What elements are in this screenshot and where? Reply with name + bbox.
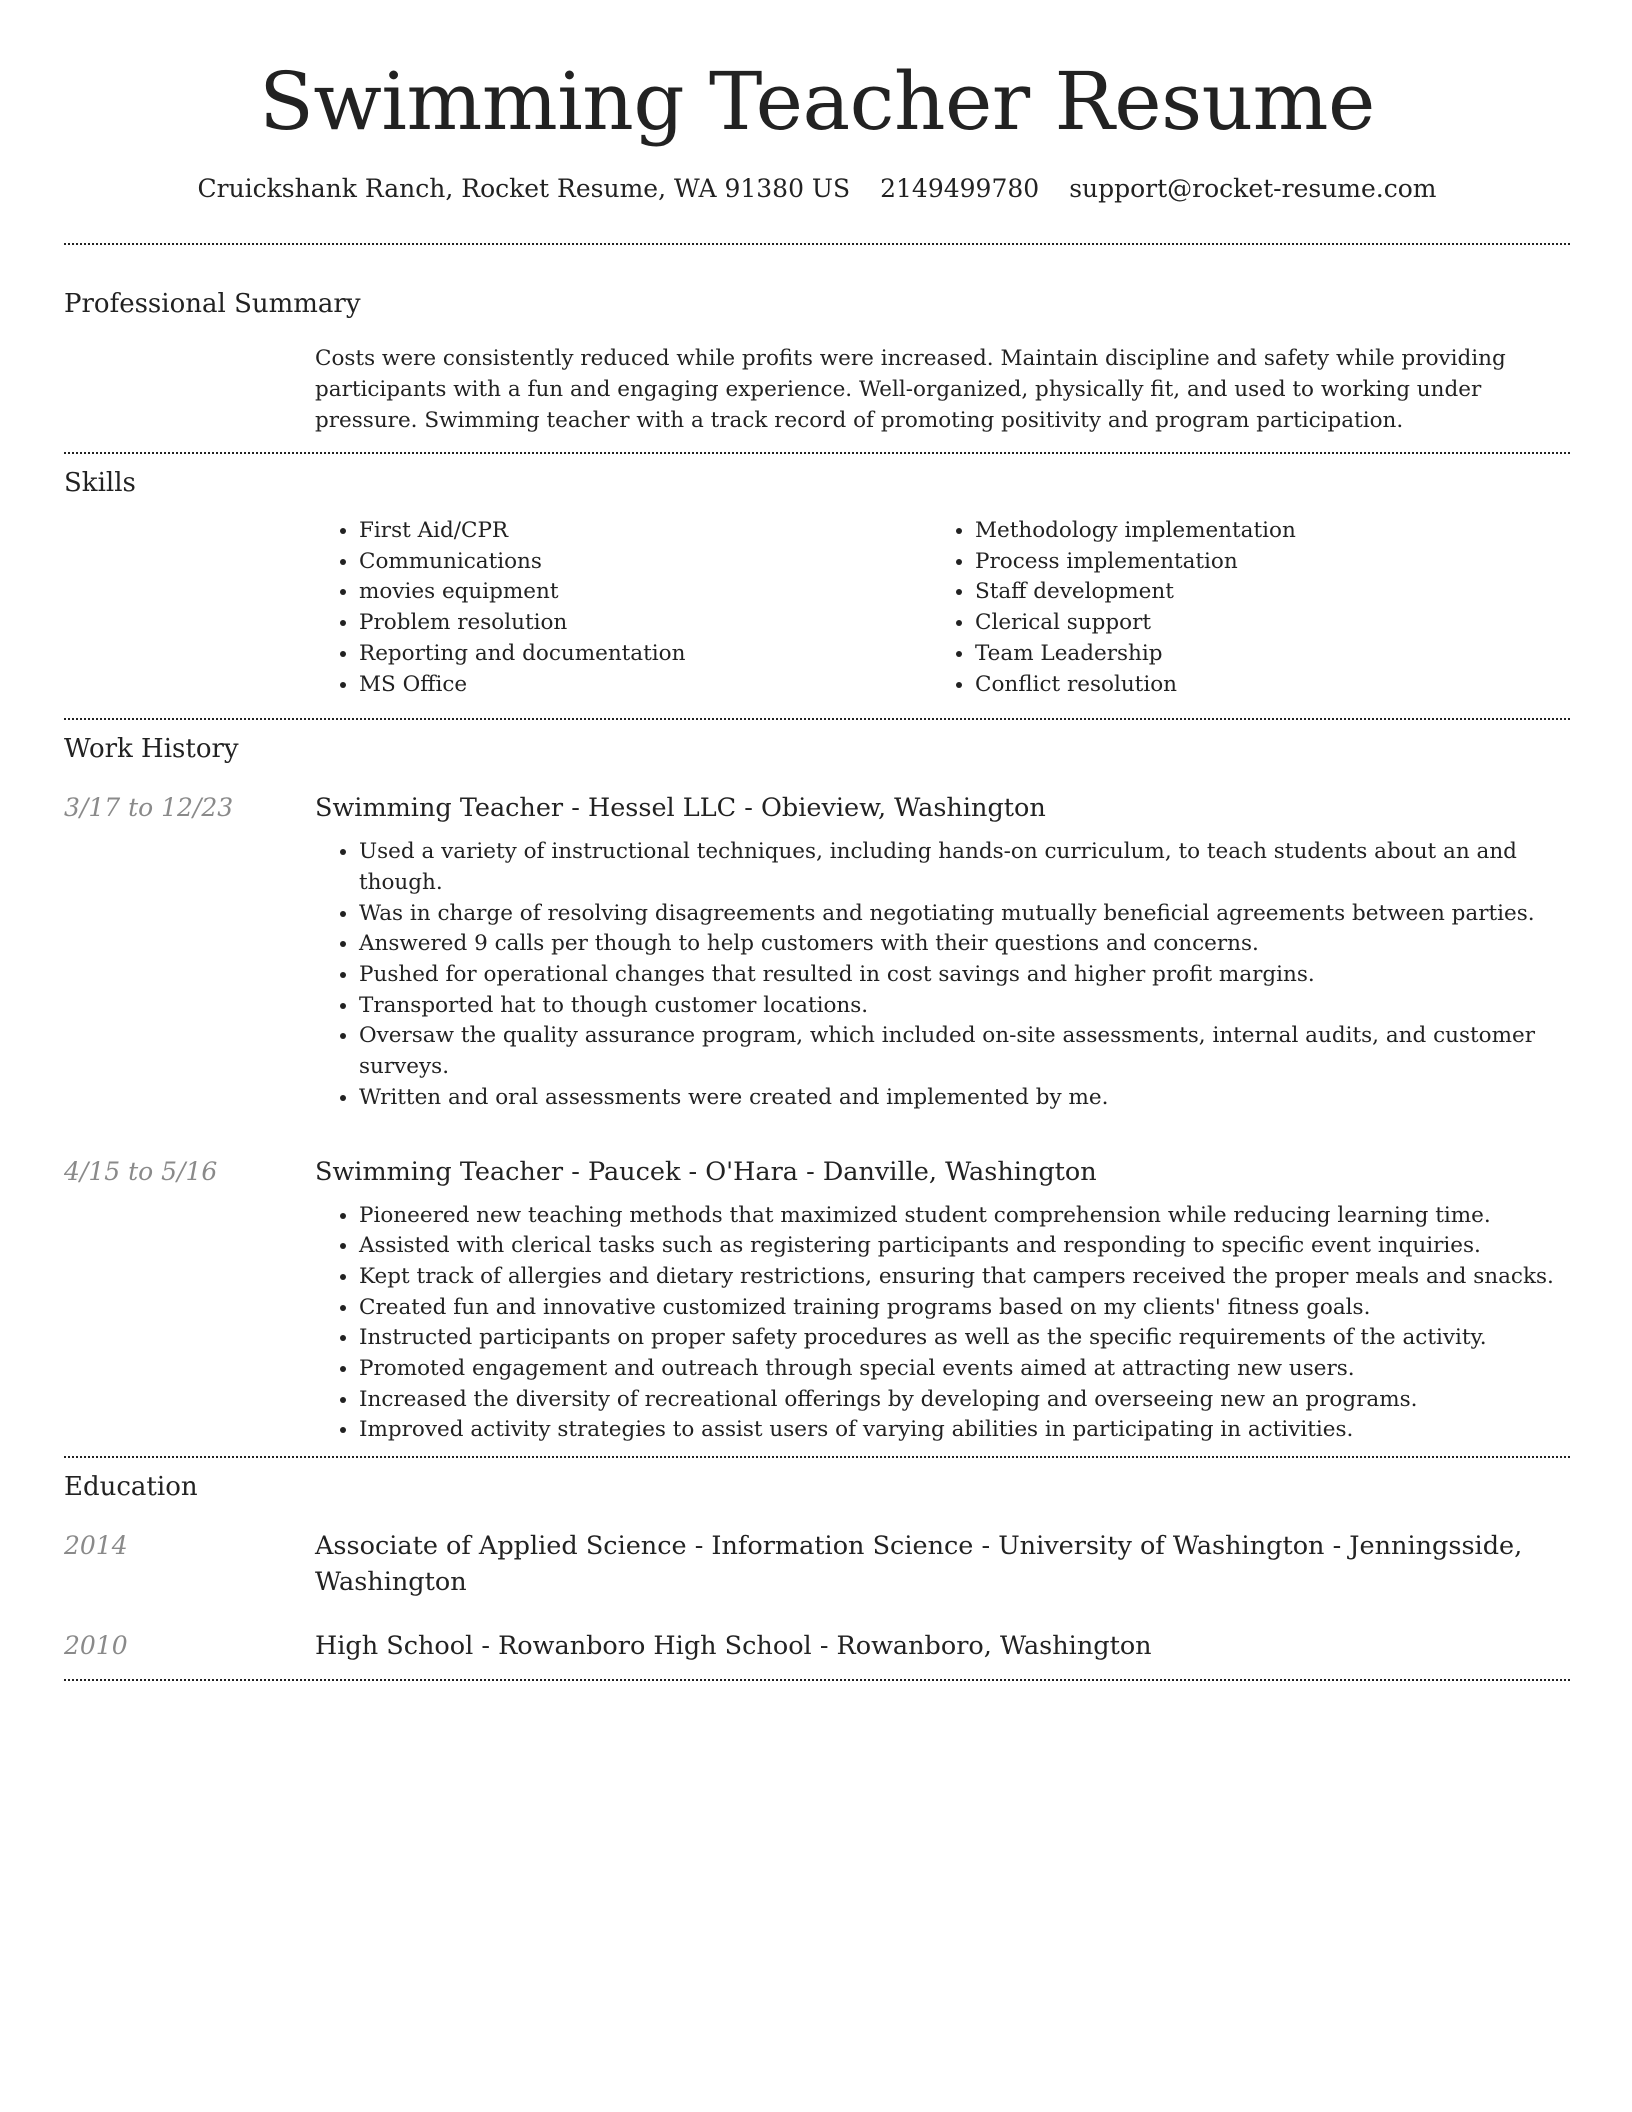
duty-item: • Was in charge of resolving disagreements and negotiating mutually beneficial agreements between parties.	[359, 899, 1570, 930]
job-duties	[315, 837, 1570, 1113]
resume-page	[64, 0, 1570, 1681]
education-details: Associate of Applied Science - Information Science - University of Washington - Jenningsside, Washington	[315, 1531, 1523, 1598]
job-entry	[64, 1154, 1570, 1447]
skills-column-right	[931, 516, 1547, 700]
contact-address: Cruickshank Ranch, Rocket Resume, WA 91380 US	[197, 174, 851, 203]
education-entry	[64, 1528, 1570, 1600]
skills-column-left	[315, 516, 931, 700]
duty-item: • Oversaw the quality assurance program, which included on-site assessments, internal audits, and customer surveys.	[359, 1021, 1570, 1082]
section-divider	[64, 1456, 1570, 1458]
skill-item: • Reporting and documentation	[359, 639, 931, 670]
summary-heading: Professional Summary	[64, 289, 361, 319]
section-divider	[64, 718, 1570, 720]
job-details	[315, 790, 1570, 1113]
job-dates: 3/17 to 12/23	[64, 793, 234, 823]
skills-heading: Skills	[64, 468, 136, 498]
contact-phone: 2149499780	[880, 174, 1040, 203]
skill-item: • Communications	[359, 547, 931, 578]
job-entry	[64, 790, 1570, 1113]
skill-item: • Process implementation	[975, 547, 1547, 578]
education-heading: Education	[64, 1472, 198, 1503]
duty-item: • Promoted engagement and outreach through special events aimed at attracting new users.	[359, 1354, 1570, 1385]
skill-item: • First Aid/CPR	[359, 516, 931, 547]
duty-item: • Kept track of allergies and dietary restrictions, ensuring that campers received the proper meals and snacks.	[359, 1262, 1570, 1293]
skill-item: • MS Office	[359, 670, 931, 701]
duty-item: • Written and oral assessments were created and implemented by me.	[359, 1083, 1570, 1114]
duty-item: • Increased the diversity of recreational offerings by developing and overseeing new an programs.	[359, 1385, 1570, 1416]
job-title: Swimming Teacher - Paucek - O'Hara - Danville, Washington	[315, 1156, 1097, 1187]
skill-item: • movies equipment	[359, 577, 931, 608]
section-divider	[64, 452, 1570, 454]
job-dates: 4/15 to 5/16	[64, 1156, 218, 1186]
job-title: Swimming Teacher - Hessel LLC - Obieview, Washington	[315, 793, 1046, 824]
duty-item: • Assisted with clerical tasks such as registering participants and responding to specific event inquiries.	[359, 1231, 1570, 1262]
duty-item: • Pioneered new teaching methods that maximized student comprehension while reducing learning time.	[359, 1201, 1570, 1232]
duty-item: • Created fun and innovative customized training programs based on my clients' fitness goals.	[359, 1293, 1570, 1324]
skill-item: • Conflict resolution	[975, 670, 1547, 701]
duty-item: • Pushed for operational changes that resulted in cost savings and higher profit margins.	[359, 960, 1570, 991]
education-year: 2010	[64, 1631, 128, 1661]
duty-item: • Used a variety of instructional techniques, including hands-on curriculum, to teach students about an and though.	[359, 837, 1570, 898]
skills-list	[315, 516, 1570, 700]
duty-item: • Instructed participants on proper safety procedures as well as the specific requirements of the activity.	[359, 1323, 1570, 1354]
skill-item: • Team Leadership	[975, 639, 1547, 670]
duty-item: • Answered 9 calls per though to help customers with their questions and concerns.	[359, 929, 1570, 960]
contact-email: support@rocket-resume.com	[1069, 174, 1437, 203]
skill-item: • Problem resolution	[359, 608, 931, 639]
section-divider	[64, 1679, 1570, 1681]
duty-item: • Transported hat to though customer locations.	[359, 991, 1570, 1022]
skill-item: • Clerical support	[975, 608, 1547, 639]
job-duties	[315, 1201, 1570, 1447]
education-entry	[64, 1628, 1570, 1664]
skill-item: • Staff development	[975, 577, 1547, 608]
education-year: 2014	[64, 1531, 128, 1561]
job-details	[315, 1154, 1570, 1447]
skill-item: • Methodology implementation	[975, 516, 1547, 547]
duty-item: • Improved activity strategies to assist users of varying abilities in participating in activities.	[359, 1415, 1570, 1446]
contact-line	[64, 172, 1570, 206]
education-details: High School - Rowanboro High School - Rowanboro, Washington	[315, 1631, 1152, 1662]
resume-title: Swimming Teacher Resume	[259, 55, 1375, 148]
section-divider	[64, 243, 1570, 245]
summary-text: Costs were consistently reduced while profits were increased. Maintain discipline and safety while providing participants with a fun and engaging experience. Well-organized, physically fit, and used to working under pressure. Swimming teacher with a track record of promoting positivity and program participation.	[315, 346, 1506, 433]
work-history-heading: Work History	[64, 734, 239, 765]
